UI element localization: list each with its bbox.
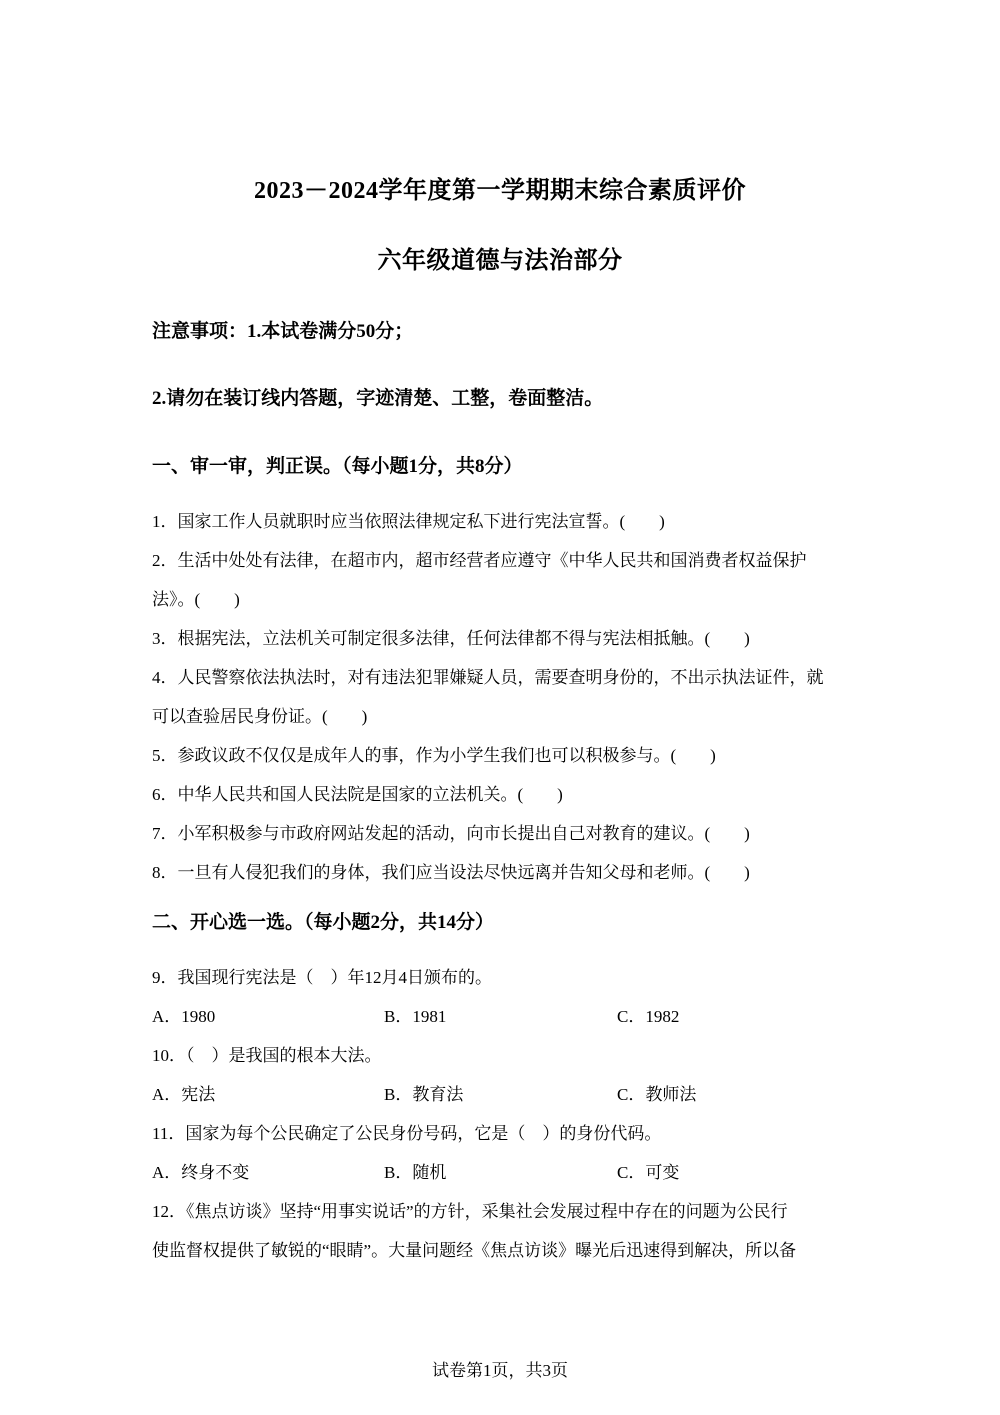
notice-line-2: 2.请勿在装订线内答题，字迹清楚、工整，卷面整洁。 bbox=[152, 388, 604, 409]
page-subtitle: 六年级道德与法治部分 bbox=[377, 248, 623, 274]
question-12-line-2: 使监督权提供了敏锐的“眼睛”。大量问题经《焦点访谈》曝光后迅速得到解决，所以备 bbox=[152, 1241, 797, 1260]
question-5: 5．参政议政不仅仅是成年人的事，作为小学生我们也可以积极参与。( ) bbox=[152, 746, 716, 765]
section-1-heading: 一、审一审，判正误。（每小题1分，共8分） bbox=[152, 456, 523, 477]
question-10: 10．（ ）是我国的根本大法。 bbox=[152, 1046, 382, 1065]
option-b: B．1981 bbox=[384, 1007, 447, 1026]
question-11-options bbox=[152, 1158, 852, 1182]
question-4-line-2: 可以查验居民身份证。( ) bbox=[152, 707, 368, 726]
question-2-line-2: 法》。( ) bbox=[152, 590, 240, 609]
question-4-line-1: 4．人民警察依法执法时，对有违法犯罪嫌疑人员，需要查明身份的，不出示执法证件，就 bbox=[152, 668, 824, 687]
option-a: A．宪法 bbox=[152, 1085, 216, 1104]
option-b: B．教育法 bbox=[384, 1085, 464, 1104]
question-8: 8．一旦有人侵犯我们的身体，我们应当设法尽快远离并告知父母和老师。( ) bbox=[152, 863, 750, 882]
question-9: 9．我国现行宪法是（ ）年12月4日颁布的。 bbox=[152, 968, 492, 987]
page-title: 2023－2024学年度第一学期期末综合素质评价 bbox=[254, 178, 746, 204]
question-1: 1．国家工作人员就职时应当依照法律规定私下进行宪法宣誓。( ) bbox=[152, 512, 665, 531]
question-6: 6．中华人民共和国人民法院是国家的立法机关。( ) bbox=[152, 785, 563, 804]
question-12-line-1: 12．《焦点访谈》坚持“用事实说话”的方针，采集社会发展过程中存在的问题为公民行 bbox=[152, 1202, 788, 1221]
notice-line-1: 注意事项：1.本试卷满分50分； bbox=[152, 321, 414, 342]
question-2-line-1: 2．生活中处处有法律，在超市内，超市经营者应遵守《中华人民共和国消费者权益保护 bbox=[152, 551, 807, 570]
option-c: C．可变 bbox=[617, 1163, 680, 1182]
question-9-options bbox=[152, 1002, 852, 1026]
option-b: B．随机 bbox=[384, 1163, 447, 1182]
option-c: C．教师法 bbox=[617, 1085, 697, 1104]
page-footer: 试卷第1页，共3页 bbox=[432, 1361, 568, 1380]
option-a: A．1980 bbox=[152, 1007, 216, 1026]
question-3: 3．根据宪法，立法机关可制定很多法律，任何法律都不得与宪法相抵触。( ) bbox=[152, 629, 750, 648]
question-11: 11．国家为每个公民确定了公民身份号码，它是（ ）的身份代码。 bbox=[152, 1124, 662, 1143]
question-7: 7．小军积极参与市政府网站发起的活动，向市长提出自己对教育的建议。( ) bbox=[152, 824, 750, 843]
section-2-heading: 二、开心选一选。（每小题2分，共14分） bbox=[152, 912, 495, 933]
question-10-options bbox=[152, 1080, 852, 1104]
option-c: C．1982 bbox=[617, 1007, 680, 1026]
option-a: A．终身不变 bbox=[152, 1163, 250, 1182]
